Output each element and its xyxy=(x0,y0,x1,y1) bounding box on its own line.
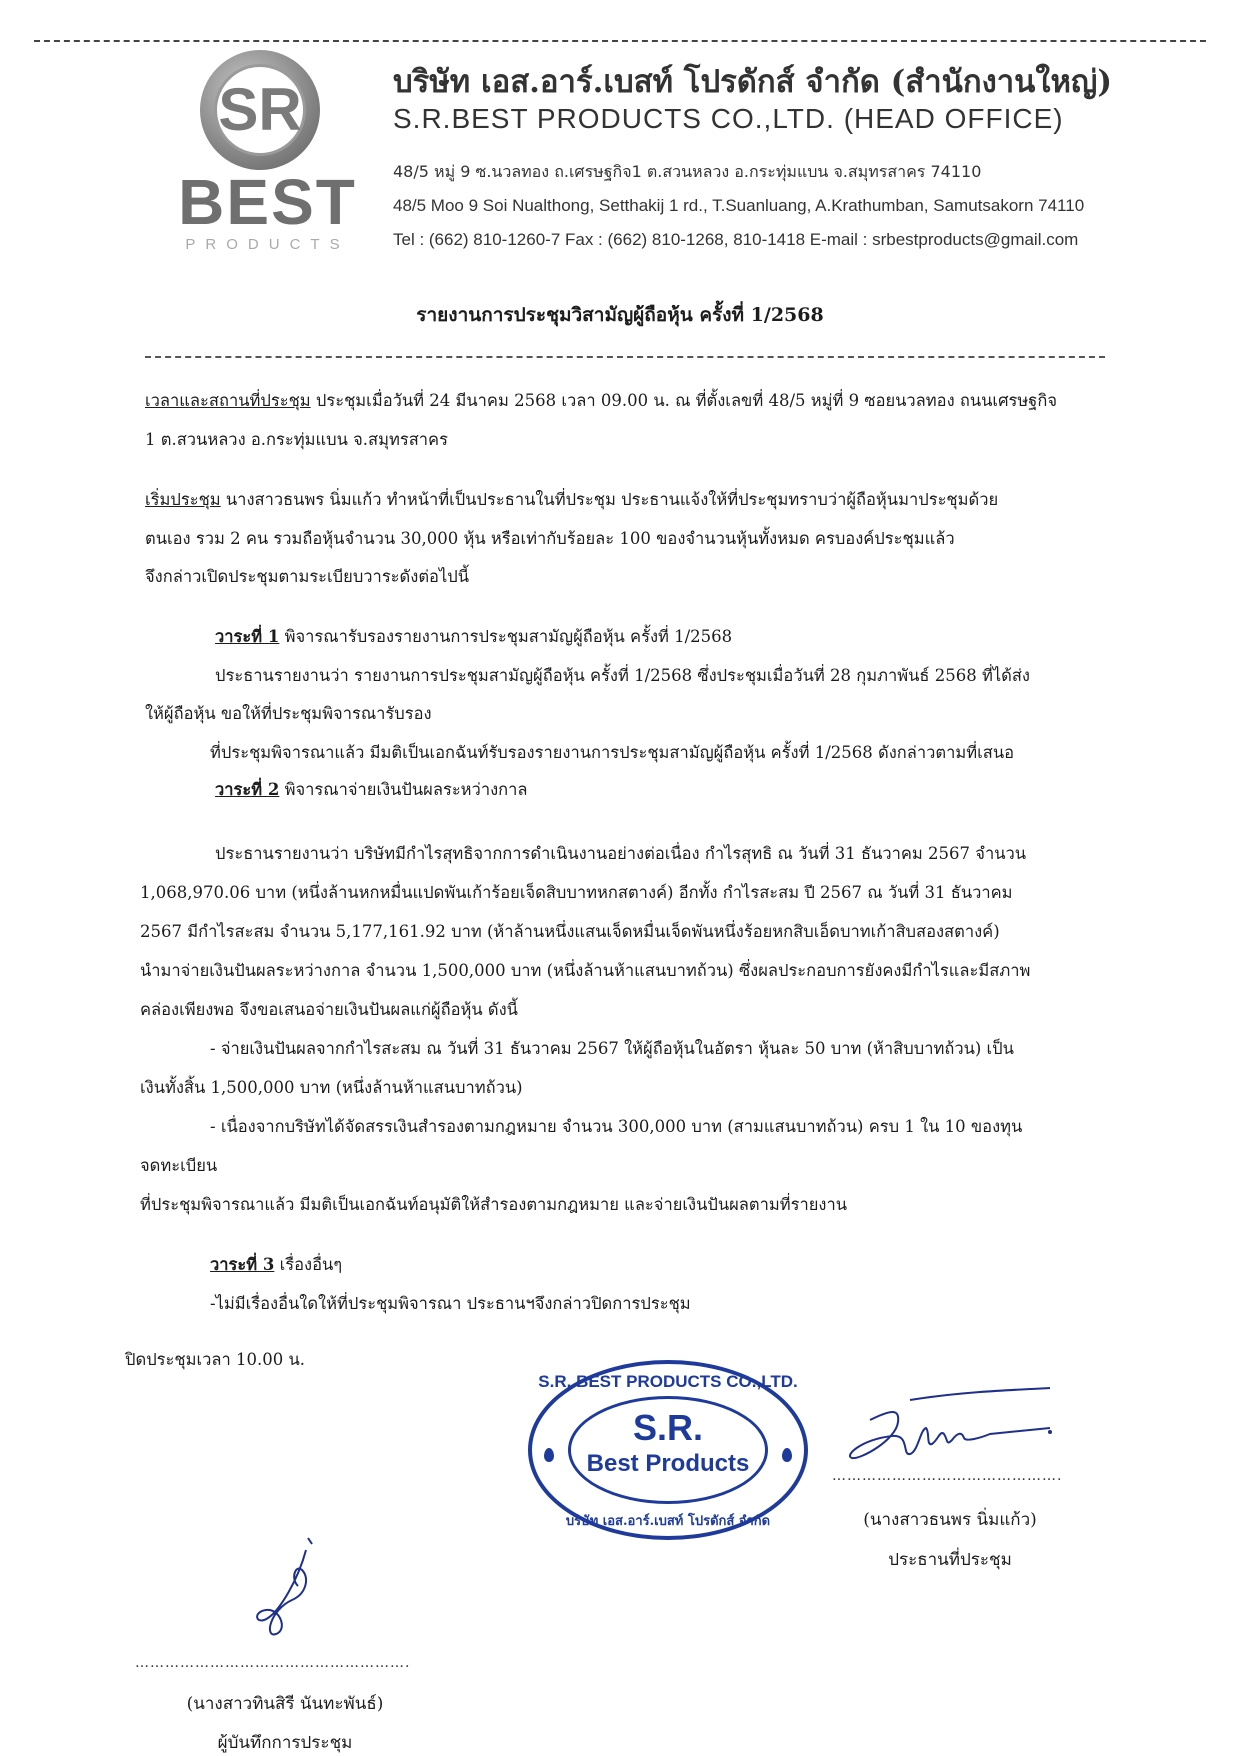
agenda-2-bullet-2-line-1: - เนื่องจากบริษัทได้จัดสรรเงินสำรองตามกฎหมาย จำนวน 300,000 บาท (สามแสนบาทถ้วน) ครบ 1 ใน 10 ของทุน xyxy=(210,1117,1023,1136)
opening-line-3: จึงกล่าวเปิดประชุมตามระเบียบวาระดังต่อไปนี้ xyxy=(145,567,469,586)
address-thai: 48/5 หมู่ 9 ซ.นวลทอง ถ.เศรษฐกิจ1 ต.สวนหลวง อ.กระทุ่มแบน จ.สมุทรสาคร 74110 xyxy=(393,162,982,181)
top-dashed-rule xyxy=(34,40,1206,42)
stamp-top-text: S.R. BEST PRODUCTS CO.,LTD. xyxy=(538,1372,798,1391)
agenda-2-bullet-1-line-1: - จ่ายเงินปันผลจากกำไรสะสม ณ วันที่ 31 ธันวาคม 2567 ให้ผู้ถือหุ้นในอัตรา หุ้นละ 50 บาท (ห้าสิบบาทถ้วน) เป็น xyxy=(210,1039,1014,1058)
stamp-main-text: S.R. xyxy=(632,1407,703,1448)
agenda-2-line-5: คล่องเพียงพอ จึงขอเสนอจ่ายเงินปันผลแก่ผู้ถือหุ้น ดังนี้ xyxy=(140,1000,518,1019)
logo-letters: SR xyxy=(214,64,306,156)
agenda-2-resolution: ที่ประชุมพิจารณาแล้ว มีมติเป็นเอกฉันท์อนุมัติให้สำรองตามกฎหมาย และจ่ายเงินปันผลตามที่รายงาน xyxy=(140,1195,848,1214)
chair-name: (นางสาวธนพร นิ่มแก้ว) xyxy=(863,1510,1037,1530)
venue-line-2: 1 ต.สวนหลวง อ.กระทุ่มแบน จ.สมุทรสาคร xyxy=(145,430,448,449)
opening-label: เริ่มประชุม xyxy=(145,490,221,509)
company-name-english: S.R.BEST PRODUCTS CO.,LTD. (HEAD OFFICE) xyxy=(393,103,1064,134)
company-stamp xyxy=(528,1360,808,1540)
agenda-2-label: วาระที่ 2 xyxy=(215,780,280,799)
logo-products: PRODUCTS xyxy=(185,236,350,253)
agenda-2-line-4: นำมาจ่ายเงินปันผลระหว่างกาล จำนวน 1,500,000 บาท (หนึ่งล้านห้าแสนบาทถ้วน) ซึ่งผลประกอบการยังคงมีกำไรและมีสภาพ xyxy=(140,961,1031,980)
agenda-3-heading xyxy=(210,1254,342,1276)
stamp-bottom-text: บริษัท เอส.อาร์.เบสท์ โปรดักส์ จำกัด xyxy=(565,1514,771,1529)
venue-paragraph xyxy=(145,390,1057,412)
agenda-2-line-3: 2567 มีกำไรสะสม จำนวน 5,177,161.92 บาท (ห้าล้านหนึ่งแสนเจ็ดหมื่นเจ็ดพันหนึ่งร้อยหกสิบเอ็ดบาทเก้าสิบสองสตางค์) xyxy=(140,922,1000,941)
agenda-1-heading xyxy=(215,626,732,648)
agenda-1-title: พิจารณารับรองรายงานการประชุมสามัญผู้ถือหุ้น ครั้งที่ 1/2568 xyxy=(279,627,733,646)
agenda-1-resolution: ที่ประชุมพิจารณาแล้ว มีมติเป็นเอกฉันท์รับรองรายงานการประชุมสามัญผู้ถือหุ้น ครั้งที่ 1/2568 ดังกล่าวตามที่เสนอ xyxy=(210,743,1015,762)
chair-role: ประธานที่ประชุม xyxy=(888,1550,1012,1570)
agenda-1-label: วาระที่ 1 xyxy=(215,627,280,646)
agenda-2-title: พิจารณาจ่ายเงินปันผลระหว่างกาล xyxy=(279,780,528,799)
opening-text: นางสาวธนพร นิ่มแก้ว ทำหน้าที่เป็นประธานในที่ประชุม ประธานแจ้งให้ที่ประชุมทราบว่าผู้ถือหุ้นมาประชุมด้วย xyxy=(220,490,999,509)
logo-emblem xyxy=(200,50,320,170)
opening-line-2: ตนเอง รวม 2 คน รวมถือหุ้นจำนวน 30,000 หุ้น หรือเท่ากับร้อยละ 100 ของจำนวนหุ้นทั้งหมด ครบองค์ประชุมแล้ว xyxy=(145,529,955,548)
recorder-name: (นางสาวทินสิรี นันทะพันธ์) xyxy=(186,1694,384,1714)
agenda-2-bullet-1-line-2: เงินทั้งสิ้น 1,500,000 บาท (หนึ่งล้านห้าแสนบาทถ้วน) xyxy=(140,1078,523,1097)
closing-time: ปิดประชุมเวลา 10.00 น. xyxy=(125,1350,305,1369)
recorder-role: ผู้บันทึกการประชุม xyxy=(217,1733,353,1753)
recorder-signature-line: ………………………………………………. xyxy=(135,1655,411,1671)
company-name-thai: บริษัท เอส.อาร์.เบสท์ โปรดักส์ จำกัด (สำนักงานใหญ่) xyxy=(393,64,1113,100)
venue-label: เวลาและสถานที่ประชุม xyxy=(145,391,311,410)
logo-best: BEST xyxy=(178,166,357,238)
document-title: รายงานการประชุมวิสามัญผู้ถือหุ้น ครั้งที่ 1/2568 xyxy=(416,304,824,326)
agenda-1-line-1: ประธานรายงานว่า รายงานการประชุมสามัญผู้ถือหุ้น ครั้งที่ 1/2568 ซึ่งประชุมเมื่อวันที่ 28 กุมภาพันธ์ 2568 ที่ได้ส่ง xyxy=(215,666,1030,685)
venue-text: ประชุมเมื่อวันที่ 24 มีนาคม 2568 เวลา 09.00 น. ณ ที่ตั้งเลขที่ 48/5 หมู่ที่ 9 ซอยนวลทอง ถนนเศรษฐกิจ xyxy=(310,391,1058,410)
agenda-2-heading xyxy=(215,779,528,801)
agenda-3-label: วาระที่ 3 xyxy=(210,1255,275,1274)
agenda-2-bullet-2-line-2: จดทะเบียน xyxy=(140,1156,218,1175)
agenda-2-line-1: ประธานรายงานว่า บริษัทมีกำไรสุทธิจากการดำเนินงานอย่างต่อเนื่อง กำไรสุทธิ ณ วันที่ 31 ธันวาคม 2567 จำนวน xyxy=(215,844,1027,863)
agenda-3-line-1: -ไม่มีเรื่องอื่นใดให้ที่ประชุมพิจารณา ประธานฯจึงกล่าวปิดการประชุม xyxy=(210,1294,691,1313)
chair-signature-line: ………………………………………. xyxy=(832,1468,1063,1484)
agenda-1-line-2: ให้ผู้ถือหุ้น ขอให้ที่ประชุมพิจารณารับรอง xyxy=(145,704,432,723)
opening-paragraph xyxy=(145,489,998,511)
recorder-signature xyxy=(240,1530,360,1650)
agenda-3-title: เรื่องอื่นๆ xyxy=(274,1255,343,1274)
company-logo xyxy=(150,50,380,253)
address-english: 48/5 Moo 9 Soi Nualthong, Setthakij 1 rd., T.Suanluang, A.Krathumban, Samutsakorn 74110 xyxy=(393,196,1085,215)
agenda-2-line-2: 1,068,970.06 บาท (หนึ่งล้านหกหมื่นแปดพันเก้าร้อยเจ็ดสิบบาทหกสตางค์) อีกทั้ง กำไรสะสม ปี 2567 ณ วันที่ 31 ธันวาคม xyxy=(140,883,1013,902)
stamp-sub-text: Best Products xyxy=(586,1450,750,1477)
contact-info: Tel : (662) 810-1260-7 Fax : (662) 810-1268, 810-1418 E-mail : srbestproducts@gmail.com xyxy=(393,230,1079,249)
stamp-drop-left xyxy=(544,1448,554,1462)
stamp-drop-right xyxy=(782,1448,792,1462)
title-dashed-rule xyxy=(145,356,1105,358)
